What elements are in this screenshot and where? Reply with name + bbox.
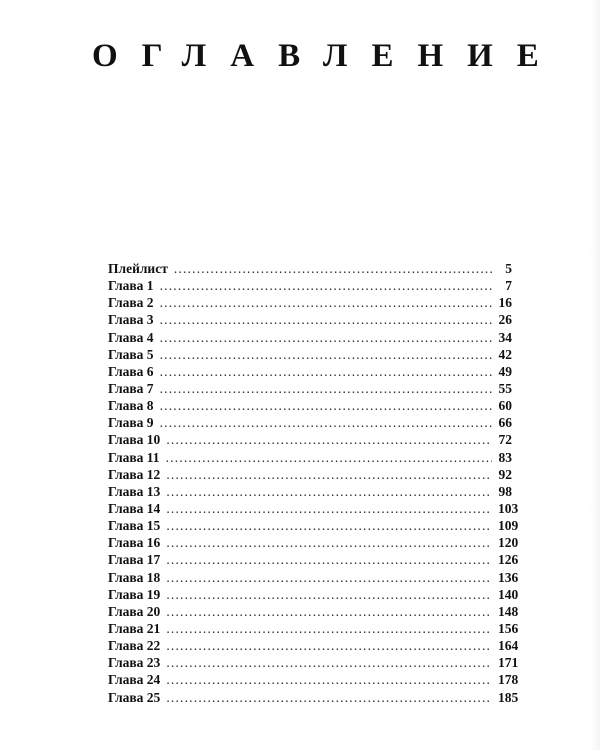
toc-entry[interactable] <box>108 311 512 328</box>
toc-entry[interactable] <box>108 260 512 277</box>
dot-leader <box>166 466 492 483</box>
dot-leader <box>166 534 492 551</box>
toc-entry-label: Глава 3 <box>108 312 154 328</box>
dot-leader <box>160 311 492 328</box>
toc-entry[interactable] <box>108 466 512 483</box>
toc-entry-label: Глава 6 <box>108 363 154 379</box>
toc-entry-label: Глава 9 <box>108 415 154 431</box>
toc-entry-label: Глава 4 <box>108 329 154 345</box>
toc-entry[interactable] <box>108 586 519 603</box>
toc-entry-page-number: 26 <box>498 312 512 328</box>
toc-entry-label: Глава 22 <box>108 638 161 654</box>
dot-leader <box>160 397 492 414</box>
toc-entry-page-number: 178 <box>498 672 519 688</box>
toc-entry-label: Глава 15 <box>108 518 161 534</box>
toc-entry-page-number: 55 <box>498 380 512 396</box>
toc-entry[interactable] <box>108 431 512 448</box>
dot-leader <box>166 671 492 688</box>
toc-entry-label: Глава 17 <box>108 552 161 568</box>
toc-entry-label: Глава 2 <box>108 295 154 311</box>
dot-leader <box>166 551 492 568</box>
toc-entry-page-number: 98 <box>498 483 512 499</box>
toc-entry-page-number: 83 <box>498 449 512 465</box>
page-edge-shadow <box>590 0 600 750</box>
toc-entry[interactable] <box>108 551 519 568</box>
toc-entry[interactable] <box>108 397 512 414</box>
toc-entry-page-number: 140 <box>498 586 519 602</box>
toc-entry-page-number: 60 <box>498 398 512 414</box>
dot-leader <box>160 380 492 397</box>
toc-entry-label: Глава 12 <box>108 466 161 482</box>
toc-entry[interactable] <box>108 603 519 620</box>
page-title: ОГЛАВЛЕНИЕ <box>92 38 563 74</box>
dot-leader <box>166 569 492 586</box>
toc-entry[interactable] <box>108 483 512 500</box>
table-of-contents <box>108 260 519 706</box>
toc-entry-page-number: 16 <box>498 295 512 311</box>
dot-leader <box>166 517 492 534</box>
toc-entry[interactable] <box>108 517 519 534</box>
dot-leader <box>160 346 492 363</box>
toc-entry-page-number: 7 <box>505 278 512 294</box>
toc-entry-page-number: 109 <box>498 518 519 534</box>
toc-entry[interactable] <box>108 637 519 654</box>
toc-entry[interactable] <box>108 277 512 294</box>
toc-entry[interactable] <box>108 329 512 346</box>
dot-leader <box>174 260 492 277</box>
toc-entry[interactable] <box>108 363 512 380</box>
toc-entry-page-number: 148 <box>498 603 519 619</box>
toc-entry-label: Глава 21 <box>108 620 161 636</box>
dot-leader <box>166 637 492 654</box>
toc-entry[interactable] <box>108 654 519 671</box>
toc-entry-label: Плейлист <box>108 261 168 276</box>
dot-leader <box>166 654 492 671</box>
toc-entry[interactable] <box>108 569 519 586</box>
toc-entry-label: Глава 18 <box>108 569 161 585</box>
toc-entry-label: Глава 8 <box>108 398 154 414</box>
dot-leader <box>166 500 492 517</box>
toc-entry[interactable] <box>108 346 512 363</box>
toc-entry[interactable] <box>108 689 519 706</box>
toc-entry[interactable] <box>108 294 512 311</box>
toc-entry-page-number: 185 <box>498 689 519 705</box>
toc-entry[interactable] <box>108 380 512 397</box>
toc-entry-page-number: 42 <box>498 346 512 362</box>
toc-entry-page-number: 156 <box>498 620 519 636</box>
dot-leader <box>166 483 492 500</box>
toc-entry-label: Глава 16 <box>108 535 161 551</box>
dot-leader <box>166 431 492 448</box>
toc-entry-label: Глава 5 <box>108 346 154 362</box>
toc-entry-label: Глава 20 <box>108 603 161 619</box>
toc-entry-page-number: 164 <box>498 638 519 654</box>
toc-entry[interactable] <box>108 500 519 517</box>
toc-entry[interactable] <box>108 449 512 466</box>
toc-entry[interactable] <box>108 671 519 688</box>
toc-entry-page-number: 136 <box>498 569 519 585</box>
toc-entry[interactable] <box>108 620 519 637</box>
toc-entry-label: Глава 13 <box>108 483 161 499</box>
toc-entry-page-number: 120 <box>498 535 519 551</box>
toc-entry-label: Глава 24 <box>108 672 161 688</box>
toc-entry-page-number: 171 <box>498 655 519 671</box>
toc-entry-label: Глава 23 <box>108 655 161 671</box>
toc-entry-page-number: 5 <box>505 261 512 276</box>
dot-leader <box>166 449 492 466</box>
toc-entry-page-number: 92 <box>498 466 512 482</box>
toc-entry-page-number: 34 <box>498 329 512 345</box>
toc-entry-page-number: 49 <box>498 363 512 379</box>
toc-entry-page-number: 66 <box>498 415 512 431</box>
dot-leader <box>160 277 492 294</box>
dot-leader <box>160 294 492 311</box>
dot-leader <box>160 414 492 431</box>
toc-entry[interactable] <box>108 414 512 431</box>
dot-leader <box>160 363 492 380</box>
toc-entry-label: Глава 7 <box>108 380 154 396</box>
dot-leader <box>166 689 492 706</box>
toc-entry-page-number: 72 <box>498 432 512 448</box>
toc-entry-label: Глава 14 <box>108 500 161 516</box>
toc-entry-label: Глава 1 <box>108 278 154 294</box>
dot-leader <box>166 620 492 637</box>
toc-entry-label: Глава 11 <box>108 449 160 465</box>
toc-entry-page-number: 126 <box>498 552 519 568</box>
dot-leader <box>160 329 492 346</box>
toc-entry-page-number: 103 <box>498 500 519 516</box>
dot-leader <box>166 586 492 603</box>
toc-entry-label: Глава 19 <box>108 586 161 602</box>
toc-entry-label: Глава 25 <box>108 689 161 705</box>
toc-entry[interactable] <box>108 534 519 551</box>
toc-entry-label: Глава 10 <box>108 432 161 448</box>
dot-leader <box>166 603 492 620</box>
